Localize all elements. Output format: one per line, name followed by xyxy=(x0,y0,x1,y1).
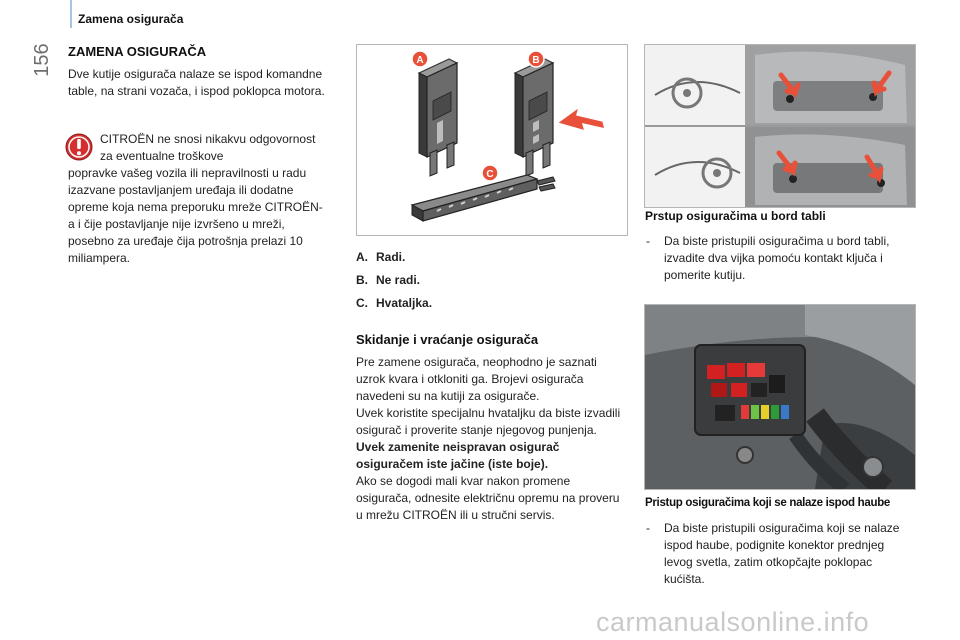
section-accent-bar xyxy=(70,0,72,28)
watermark: carmanualsonline.info xyxy=(596,607,870,637)
svg-text:C: C xyxy=(486,169,494,180)
svg-text:B: B xyxy=(532,55,540,66)
label-a-badge xyxy=(412,51,428,67)
dashboard-fuse-access-illustration xyxy=(644,44,916,208)
legend-item-b: B. Ne radi. xyxy=(356,273,421,287)
svg-text:A: A xyxy=(416,55,424,66)
warning-text-rest: popravke vašeg vozila ili nepravilnosti u radu izazvane postavljanjem uređaja ili dodatne opreme koja nema preporuku mreže CITROËN-a i čije postavljanje nije izvršeno u mreži, posebno za uređaje čija potrošnja prelazi 10 miliampera. xyxy=(68,166,323,265)
fuse-replacement-text xyxy=(356,354,628,524)
paragraph-cause: Pre zamene osigurača, neophodno je saznati uzrok kvara i otkloniti ga. Brojevi osigurača navedeni su na kutiji za osigurače. xyxy=(356,355,597,403)
legend-item-a: A. Radi. xyxy=(356,250,406,264)
subsection-title: Skidanje i vraćanje osigurača xyxy=(356,332,539,347)
figure-legend xyxy=(356,246,432,315)
fuse-good-illustration xyxy=(419,59,457,176)
paragraph-service: Ako se dogodi mali kvar nakon promene osigurača, odnesite električnu opremu na proveru u mrežu CITROËN ili u stručni servis. xyxy=(356,474,620,522)
fuse-blown-illustration xyxy=(515,59,605,176)
paragraph-tweezers: Uvek koristite specijalnu hvataljku da biste izvadili osigurač i proverite stanje njegovog punjenja. xyxy=(356,406,621,437)
label-b-badge xyxy=(528,51,544,67)
arrow-icon xyxy=(557,107,605,131)
engine-access-caption: Pristup osiguračima koji se nalaze ispod haube xyxy=(645,497,891,509)
fuse-illustration xyxy=(356,44,628,236)
dashboard-access-caption: Prstup osiguračima u bord tabli xyxy=(645,209,826,223)
dashboard-access-step: - Da biste pristupili osiguračima u bord tabli, izvadite dva vijka pomoću kontakt ključa i pomerite kutiju. xyxy=(646,234,890,282)
paragraph-same-rating: Uvek zamenite neispravan osigurač osiguračem iste jačine (iste boje). xyxy=(356,440,560,471)
intro-paragraph: Dve kutije osigurača nalaze se ispod komandne table, na strani vozača, i ispod poklopca motora. xyxy=(68,67,325,98)
fuse-tweezers-illustration xyxy=(412,175,555,221)
exclamation-circle-icon xyxy=(64,132,94,162)
engine-access-step: - Da biste pristupili osiguračima koji se nalaze ispod haube, podignite konektor prednjeg levog svetla, zatim otkopčajte poklopac kućišta. xyxy=(646,521,900,586)
section-title: Zamena osigurača xyxy=(78,12,184,26)
page-title: ZAMENA OSIGURAČA xyxy=(68,44,207,59)
page-number: 156 xyxy=(31,43,53,77)
engine-fuse-box-photo xyxy=(644,304,916,490)
legend-item-c: C. Hvataljka. xyxy=(356,296,433,310)
label-c-badge xyxy=(482,165,498,181)
warning-text-first: CITROËN ne snosi nikakvu odgovornost za eventualne troškove xyxy=(100,132,316,163)
